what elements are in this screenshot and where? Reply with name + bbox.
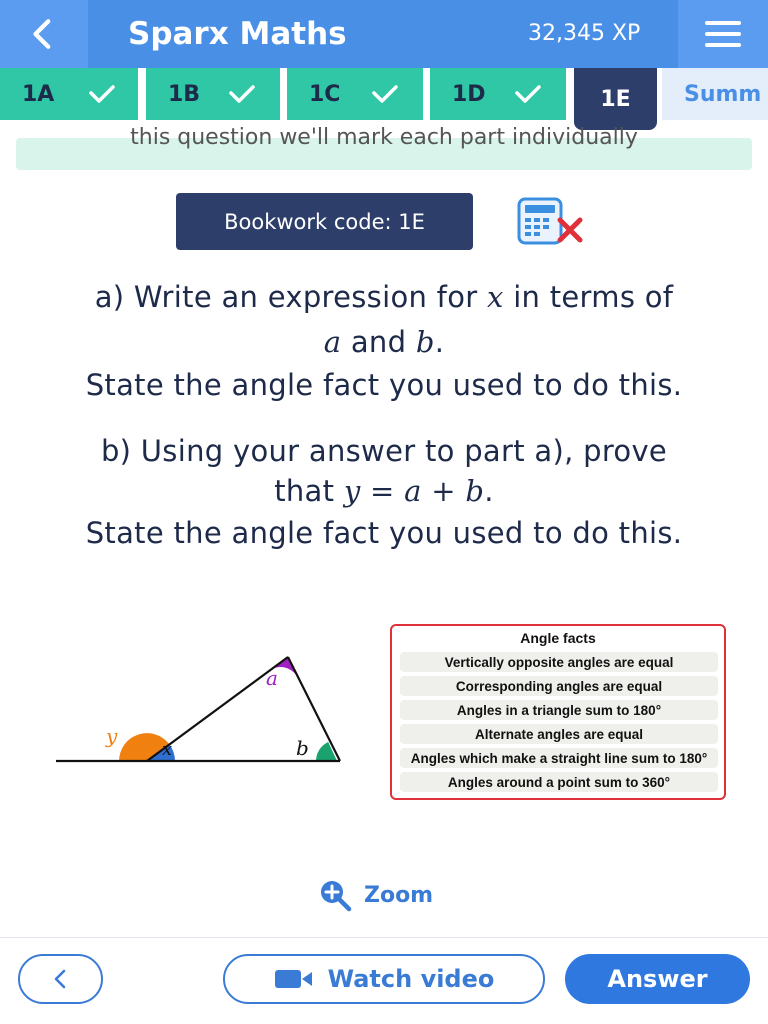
tab-1b[interactable] [146,68,280,120]
zoom-label: Zoom [364,882,434,908]
xp-counter: 32,345 XP [528,21,641,46]
back-button[interactable] [0,0,88,68]
menu-button[interactable] [678,0,768,68]
tab-label: 1E [600,86,631,112]
question-b-line1: b) Using your answer to part a), prove [100,434,668,468]
angle-fact-item: Corresponding angles are equal [400,676,718,696]
question-text: . [484,474,494,508]
tab-1d[interactable] [430,68,566,120]
angle-fact-item: Alternate angles are equal [400,724,718,744]
math-variable-x: x [487,280,504,314]
checkmark-icon [371,83,399,105]
question-a-line2 [0,322,768,362]
footer-divider [0,937,768,938]
tab-1e[interactable] [574,68,657,130]
previous-button[interactable] [18,954,103,1004]
checkmark-icon [88,83,116,105]
zoom-button[interactable] [318,878,433,912]
checkmark-icon [514,83,542,105]
math-equation: y = a + b [343,474,485,508]
question-b-line2 [0,471,768,511]
question-text: and [350,325,407,359]
math-variable-a: a [323,325,342,359]
video-camera-icon [274,968,314,990]
question-text: . [434,325,445,359]
tab-label: 1A [22,81,55,107]
angle-fact-item: Vertically opposite angles are equal [400,652,718,672]
math-variable-b: b [415,325,435,359]
angle-fact-item: Angles around a point sum to 360° [400,772,718,792]
angle-facts-title: Angle facts [520,630,596,646]
answer-button[interactable] [565,954,750,1004]
label-a: a [266,666,278,690]
label-b: b [296,736,309,760]
tab-label: 1D [452,81,486,107]
info-banner [16,125,752,170]
question-tabs [0,68,768,132]
triangle-diagram [50,640,350,770]
zoom-in-icon [318,878,352,912]
question-text: that [274,474,335,508]
calculator-not-allowed-icon [516,196,586,246]
label-y: y [106,724,118,748]
chevron-left-icon [50,968,72,990]
question-b-line3: State the angle fact you used to do this. [85,516,683,550]
checkmark-icon [228,83,256,105]
chevron-left-icon [27,17,61,51]
tab-label: Summ [684,81,762,107]
tab-summary[interactable] [662,68,768,120]
app-title: Sparx Maths [128,16,347,52]
question-text: a) Write an expression for [94,280,478,314]
question-text: in terms of [513,280,674,314]
top-bar [0,0,768,68]
question-a-line3: State the angle fact you used to do this. [85,368,683,402]
watch-video-button[interactable] [223,954,545,1004]
hamburger-menu-icon [703,19,743,49]
tab-label: 1B [168,81,201,107]
question-a-line1 [0,277,768,317]
angle-b-marker [316,742,337,761]
angle-facts-box [390,624,726,800]
label-x: x [162,739,173,760]
tab-1a[interactable] [0,68,138,120]
angle-fact-item: Angles in a triangle sum to 180° [400,700,718,720]
angle-fact-item: Angles which make a straight line sum to 180° [400,748,718,768]
bookwork-code: Bookwork code: 1E [176,193,473,250]
tab-1c[interactable] [287,68,423,120]
answer-label: Answer [607,965,708,993]
watch-video-label: Watch video [327,965,495,993]
tab-label: 1C [309,81,341,107]
banner-text: this question we'll mark each part individually [130,125,638,150]
